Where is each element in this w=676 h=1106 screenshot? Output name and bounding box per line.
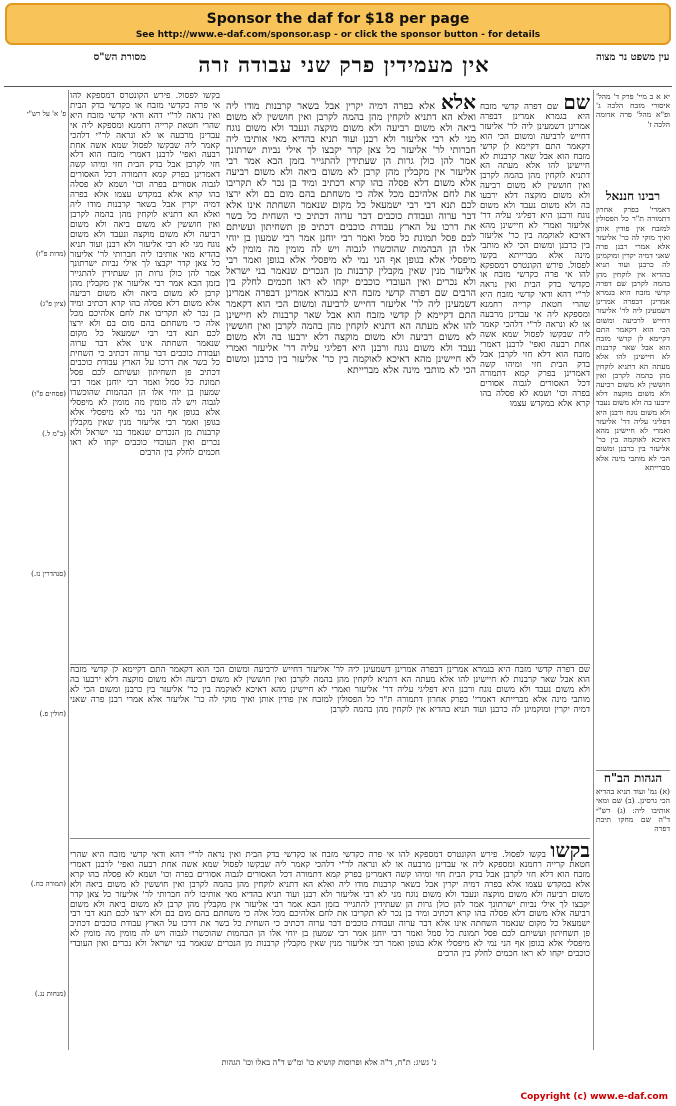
- section-divider: [596, 770, 670, 771]
- sponsor-title: Sponsor the daf for $18 per page: [206, 11, 470, 27]
- ein-mishpat-column: [596, 92, 670, 182]
- margin-ref: (מנחות נג.): [34, 990, 66, 998]
- tosafot-lower-text-cont: אלא בפרה דמיה יקרין אבל בשאר קרבנות מודו ליה ואלא הא דתניא לוקחין מהן בהמה לקרבן ואין חוששין לא משום ביאה ולא משום רביעה ולא משום מוקצה ונעבד ולא משום נוגח מני לא רבי אליעזר ולא רבנן ועוד תניא בהדיא מאי אותיבו ליה חברותי לר' אליעזר כל צאן קדר יקבצו לך אילי נביות ישרתונך אמר להן כולן גרות הן שעתידין להתגייר בזמן הבא אמר רבי אליעזר אין מקבלין מהן קרבן לא משום ביאה ולא משום רביעה אלא משום דלא פסלה בהו קרא דכתיב ומיד בן נכר לא תקריבו את לחם אלהיכם מכל אלה כי משחתם בהם מום בם ולא ירצו לכם תנא דבי רבי ישמעאל כל מקום שנאמר השחתה אינו אלא דבר ערוה ועבודת כוכבים דבר ערוה דכתיב כי השחית כל בשר את דרכו על הארץ עבודת כוכבים דכתיב פן תשחיתון ועשיתם לכם פסל תמונת כל סמל ואמר רבי יוחנן אמר רבי שמעון בן יוחי אלו הן הבהמות שהוכשרו לגבוה ויש לה מומין מה מומין לא מיפסלי אלא בגופן אף הני נמי לא מיפסלי אלא בגופן ואמר רבי אליעזר מנין שאין מקבלין קרבנות מן הנכרים שנאמר בני ישראל ולא נכרים ואין העובדי כוכבים יקחו לא ראו חכמים לחלק בין הרבים: [70, 879, 590, 960]
- hagahot-text: (א) גמ' ועוד תניא בהדיא הכי גרסינן. (ב) שם ומאי אותיבו ליה: (ג) רש"י ד"ה שם מחקו תיבת דפרה: [596, 787, 670, 834]
- margin-ref: פ' א' על רש"י: [26, 110, 66, 118]
- margin-ref: (פסחים פ"ו): [31, 390, 66, 398]
- ein-mishpat-text: יא א ב מיי' פרק ד' מהל' איסורי מזבח הלכה ג' ופ"א מהל' פרה אדומה הלכה ז': [596, 92, 670, 129]
- copyright-link[interactable]: Copyright (c) www.e-daf.com: [520, 1092, 668, 1102]
- tosafot-opening-word: בקשו: [550, 840, 590, 862]
- tosafot-lower-text: בקשו לפסול. פירש הקונטרס דמספקא להו אי פרה כקדשי מזבח או כקדשי בדק הבית ואין נראה לר"י דהא ודאי קדשי מזבח היא שהרי חטאת קרייה רחמנא ומספקא ליה אי עבדינן מרבעה או לא ונראה לר"י דלהכי קאמר ליה שבקשו לפסול שמא אשה אחת רבעה ואפי' לרבנן דאמרי מזבח הוא דלא חזי לקרבן אבל בדק הבית חזי ומיהו קשה דאמרינן בפרק קמא דתמורה דכל האסורים לגבוה אסורים בפרה וכו' ושמא לא פסלה בהו קרא אלא במקדש עצמו: [70, 850, 590, 890]
- rabbeinu-chananel-column: [596, 190, 670, 770]
- hagahot-label: הגהות הב"ח: [603, 772, 663, 785]
- rashi-text: שם דפרה קדשי מזבח היא בגמרא אמרינן דבפרה אמרינן דשמעינן ליה לר' אליעזר דחייש לרביעה ומשום הכי הוא דקאמר התם דקיימא לן קדשי מזבח הוא אבל שאר קרבנות לא חיישינן להו אלא מעתה הא דתניא לוקחין מהן בהמה לקרבן ואין חוששין לא משום רביעה ולא משום מוקצה דלא ירבעו בה ולא משום נעבד ולא משום נוגח ורבנן היא דפליגי עליה דר' אליעזר ואמרי לא חיישינן מהא דאיכא לאוקמה בין כר' אליעזר בין כרבנן ומשום הכי לא מותבי מינה אלא מברייתא: [480, 102, 590, 261]
- rashi-lower-block: [70, 666, 590, 836]
- section-divider: [70, 838, 590, 839]
- margin-ref: (ב"מ ל.): [42, 430, 66, 438]
- column-divider: [593, 90, 594, 1050]
- sponsor-banner[interactable]: [5, 3, 671, 45]
- tosafot-text: בקשו לפסול. פירש הקונטרס דמספקא להו אי פרה כקדשי מזבח או כקדשי בדק הבית ואין נראה לר"י דהא ודאי קדשי מזבח היא שהרי חטאת קרייה רחמנא ומספקא ליה אי עבדינן מרבעה או לא ונראה לר"י דלהכי קאמר ליה שבקשו לפסול שמא אשה אחת רבעה ואפי' לרבנן דאמרי מזבח הוא דלא חזי לקרבן אבל בדק הבית חזי ומיהו קשה דאמרינן בפרק קמא דתמורה דכל האסורים לגבוה אסורים בפרה וכו' ושמא לא פסלה בהו קרא אלא במקדש עצמו: [70, 92, 220, 201]
- margin-ref: (מדות פ"ז): [35, 250, 66, 258]
- masoret-hashas-label: מסורת הש"ס: [93, 52, 146, 63]
- column-divider: [68, 90, 69, 1050]
- rabbeinu-chananel-text: דאמרי' בפרק אחרון דתמורה ת"ר כל הפסולין למזבח אין פודין אותן ואיך מוקי לה כר' אליעזר אלא אמרי רבנן פרה שאני דמיה יקרין ומוקמינן לה כרבנן ועוד תניא בהדיא אין לוקחין מהן בהמה לקרבן: [596, 205, 670, 288]
- gemara-text: אלא בפרה דמיה יקרין אבל בשאר קרבנות מודו ליה ואלא הא דתניא לוקחין מהן בהמה לקרבן ואין חוששין לא משום ביאה ולא משום רביעה ולא משום מוקצה ונעבד ולא משום נוגח מני לא רבי אליעזר ולא רבנן ועוד תניא בהדיא מאי אותיבו ליה חברותי לר' אליעזר כל צאן קדר יקבצו לך אילי נביות ישרתונך אמר להן כולן גרות הן שעתידין להתגייר בזמן הבא אמר רבי אליעזר אין מקבלין מהן קרבן לא משום ביאה ולא משום רביעה אלא משום דלא פסלה בהו קרא דכתיב ומיד בן נכר לא תקריבו את לחם אלהיכם מכל אלה כי משחתם בהם מום בם ולא ירצו לכם תנא דבי רבי ישמעאל כל מקום שנאמר השחתה אינו אלא דבר ערוה ועבודת כוכבים דבר ערוה דכתיב כי השחית כל בשר את דרכו על הארץ עבודת כוכבים דכתיב פן תשחיתון ועשיתם לכם פסל תמונת כל סמל ואמר רבי יוחנן אמר רבי שמעון בן יוחי אלו הן הבהמות שהוכשרו לגבוה ויש לה מומין מה מומין לא מיפסלי אלא בגופן אף הני נמי לא מיפסלי אלא בגופן ואמר רבי אליעזר מנין שאין מקבלין קרבנות מן הנכרים שנאמר בני ישראל ולא נכרים ואין העובדי כוכבים יקחו לא ראו חכמים לחלק בין הרבים: [226, 101, 476, 299]
- rabbeinu-chananel-text-cont: שם דפרה קדשי מזבח היא בגמרא אמרינן דבפרה אמרינן דשמעינן ליה לר' אליעזר דחייש לרביעה ומשום הכי הוא דקאמר התם דקיימא לן קדשי מזבח הוא אבל שאר קרבנות לא חיישינן להו אלא מעתה הא דתניא לוקחין מהן בהמה לקרבן ואין חוששין לא משום רביעה ולא משום מוקצה דלא ירבעו בה ולא משום נעבד ולא משום נוגח ורבנן היא דפליגי עליה דר' אליעזר ואמרי לא חיישינן מהא דאיכא לאוקמה בין כר' אליעזר בין כרבנן ומשום הכי לא מותבי מינה אלא מברייתא: [596, 278, 670, 472]
- margin-ref: (סנהדרין נז.): [31, 570, 66, 578]
- tosafot-lower-block: [70, 840, 590, 1052]
- tosafot-text-cont: אלא בפרה דמיה יקרין אבל בשאר קרבנות מודו ליה ואלא הא דתניא לוקחין מהן בהמה לקרבן ואין חוששין לא משום ביאה ולא משום רביעה ולא משום מוקצה ונעבד ולא משום נוגח מני לא רבי אליעזר ולא רבנן ועוד תניא בהדיא מאי אותיבו ליה חברותי לר' אליעזר כל צאן קדר יקבצו לך אילי נביות ישרתונך אמר להן כולן גרות הן שעתידין להתגייר בזמן הבא אמר רבי אליעזר אין מקבלין מהן קרבן לא משום ביאה ולא משום רביעה אלא משום דלא פסלה בהו קרא דכתיב ומיד בן נכר לא תקריבו את לחם אלהיכם מכל אלה כי משחתם בהם מום בם ולא ירצו לכם תנא דבי רבי ישמעאל כל מקום שנאמר השחתה אינו אלא דבר ערוה ועבודת כוכבים דבר ערוה דכתיב כי השחית כל בשר את דרכו על הארץ עבודת כוכבים דכתיב פן תשחיתון ועשיתם לכם פסל תמונת כל סמל ואמר רבי יוחנן אמר רבי שמעון בן יוחי אלו הן הבהמות שהוכשרו לגבוה ויש לה מומין מה מומין לא מיפסלי אלא בגופן אף הני נמי לא מיפסלי אלא בגופן ואמר רבי אליעזר מנין שאין מקבלין קרבנות מן הנכרים שנאמר בני ישראל ולא נכרים ואין העובדי כוכבים יקחו לא ראו חכמים לחלק בין הרבים: [70, 190, 220, 458]
- margin-ref: (ציון פ"ג): [40, 300, 66, 308]
- rashi-lower-text-cont: דאמרי' בפרק אחרון דתמורה ת"ר כל הפסולין למזבח אין פודין אותן ואיך מוקי לה כר' אליעזר אלא אמרי רבנן פרה שאני דמיה יקרין ומוקמינן לה כרבנן ועוד תניא בהדיא אין לוקחין מהן בהמה לקרבן: [70, 694, 590, 715]
- gemara-text-cont: שם דפרה קדשי מזבח היא בגמרא אמרינן דבפרה אמרינן דשמעינן ליה לר' אליעזר דחייש לרביעה ומשום הכי הוא דקאמר התם דקיימא לן קדשי מזבח הוא אבל שאר קרבנות לא חיישינן להו אלא מעתה הא דתניא לוקחין מהן בהמה לקרבן ואין חוששין לא משום רביעה ולא משום מוקצה דלא ירבעו בה ולא משום נעבד ולא משום נוגח ורבנן היא דפליגי עליה דר' אליעזר ואמרי לא חיישינן מהא דאיכא לאוקמה בין כר' אליעזר בין כרבנן ומשום הכי לא מותבי מינה אלא מברייתא: [226, 288, 476, 376]
- talmud-page: [4, 50, 672, 1090]
- gemara-opening-word: אלא: [440, 92, 476, 114]
- tosafot-column: [70, 92, 220, 662]
- section-divider: [70, 664, 590, 665]
- ein-mishpat-label: עין משפט נר מצוה: [596, 52, 670, 63]
- rabbeinu-chananel-label: רבינו חננאל: [605, 190, 661, 203]
- rashi-text-cont: בקשו לפסול. פירש הקונטרס דמספקא להו אי פרה כקדשי מזבח או כקדשי בדק הבית ואין נראה לר"י דהא ודאי קדשי מזבח היא שהרי חטאת קרייה רחמנא ומספקא ליה אי עבדינן מרבעה או לא ונראה לר"י דלהכי קאמר ליה שבקשו לפסול שמא אשה אחת רבעה ואפי' לרבנן דאמרי מזבח הוא דלא חזי לקרבן אבל בדק הבית חזי ומיהו קשה דאמרינן בפרק קמא דתמורה דכל האסורים לגבוה אסורים בפרה וכו' ושמא לא פסלה בהו קרא אלא במקדש עצמו: [480, 250, 590, 410]
- rashi-column: [480, 92, 590, 662]
- margin-ref: (תמורה כח.): [30, 880, 66, 888]
- page-title: אין מעמידין פרק שני עבודה זרה: [198, 52, 490, 77]
- rashi-opening-word: שם: [563, 92, 590, 114]
- rashi-lower-text: שם דפרה קדשי מזבח היא בגמרא אמרינן דבפרה אמרינן דשמעינן ליה לר' אליעזר דחייש לרביעה ומשום הכי הוא דקאמר התם דקיימא לן קדשי מזבח הוא אבל שאר קרבנות לא חיישינן להו אלא מעתה הא דתניא לוקחין מהן בהמה לקרבן ואין חוששין לא משום רביעה ולא משום מוקצה דלא ירבעו בה ולא משום נעבד ולא משום נוגח ורבנן היא דפליגי עליה דר' אליעזר ואמרי לא חיישינן מהא דאיכא לאוקמה בין כר' אליעזר בין כרבנן ומשום הכי לא מותבי מינה אלא מברייתא: [70, 666, 590, 705]
- hagahot-column: [596, 772, 670, 1052]
- gemara-column: [226, 92, 476, 662]
- footer-note: ג' גשיג: ת"ח, ד"ה אלא ופרוסות קושיא כו' ומ"ש ד"ה באלו וכו' הגהות: [221, 1058, 437, 1067]
- header-divider: [4, 86, 672, 87]
- sponsor-subtitle: See http://www.e-daf.com/sponsor.asp - or click the sponsor button - for details: [135, 30, 541, 40]
- margin-ref: (חולין פ.): [39, 710, 66, 718]
